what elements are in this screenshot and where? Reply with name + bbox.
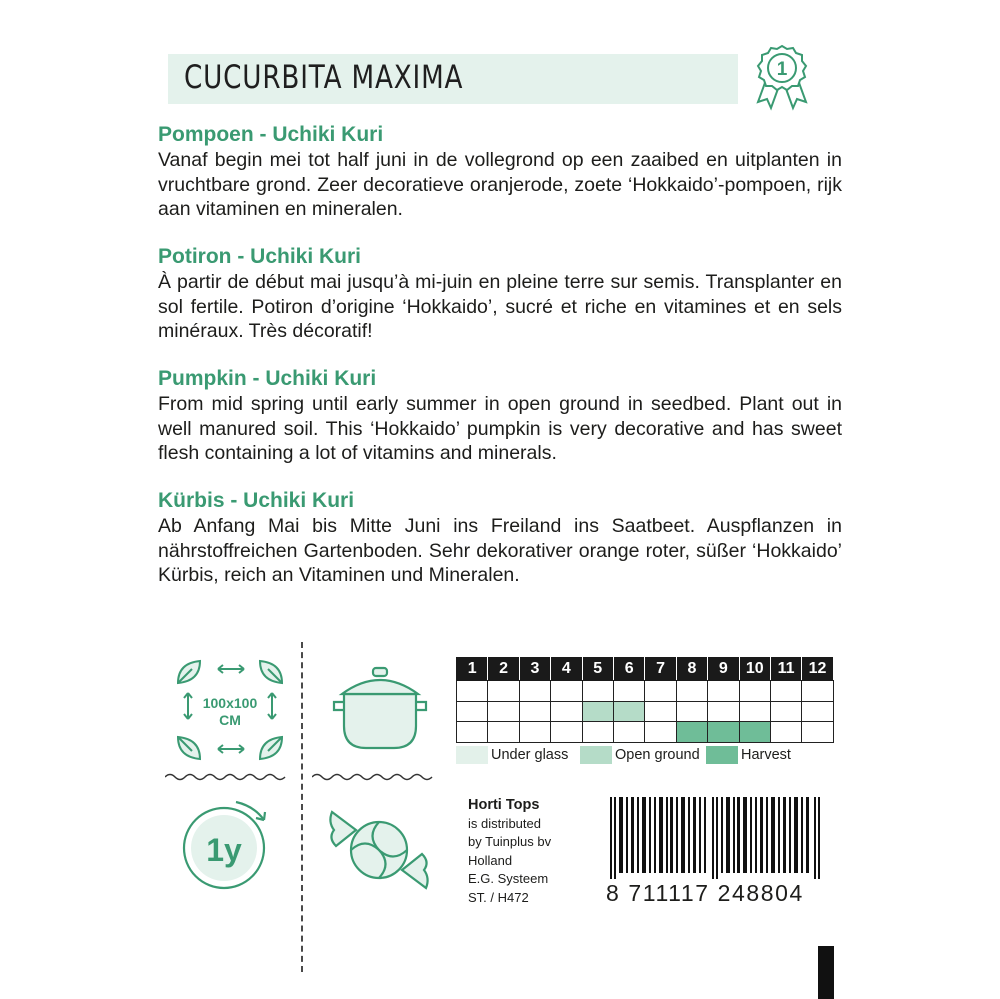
distributor-line: is distributed bbox=[468, 815, 541, 831]
sowing-calendar bbox=[456, 657, 834, 743]
open-ground-cell bbox=[613, 701, 644, 722]
section-text: Vanaf begin mei tot half juni in de vollegrond op een zaaibed en uitplanten in vruchtbare grond. Zeer decoratieve oranjerode, zoete ‘Hokkaido’-pompoen, rijk aan vitaminen en mineralen. bbox=[158, 149, 842, 220]
month-7: 7 bbox=[645, 658, 676, 681]
distributor-line: E.G. Systeem bbox=[468, 871, 549, 886]
section-german bbox=[158, 488, 842, 588]
wavy-divider bbox=[165, 772, 290, 782]
section-title: Potiron - Uchiki Kuri bbox=[158, 245, 362, 268]
row-harvest bbox=[457, 722, 834, 743]
spacing-unit: CM bbox=[219, 712, 241, 728]
section-text: From mid spring until early summer in open ground in seedbed. Plant out in well manured soil. This ‘Hokkaido’ pumpkin is very decorative and has sweet flesh containing a lot of vitamins and minerals. bbox=[158, 393, 842, 464]
award-ribbon-icon bbox=[752, 44, 812, 112]
sweet-candy-icon bbox=[326, 802, 432, 898]
badge-number: 1 bbox=[776, 59, 788, 80]
month-4: 4 bbox=[551, 658, 582, 681]
section-text: À partir de début mai jusqu’à mi-juin en pleine terre sur semis. Transplanter en sol fertile. Potiron d’origine ‘Hokkaido’, sucré et riche en vitamines et en sels minéraux. Très décoratif! bbox=[158, 271, 842, 342]
month-5: 5 bbox=[582, 658, 613, 681]
distributor-name: Horti Tops bbox=[468, 797, 540, 813]
row-open-ground bbox=[457, 701, 834, 722]
section-english bbox=[158, 366, 842, 466]
distributor-line: by Tuinplus bv bbox=[468, 834, 552, 849]
legend-label: Harvest bbox=[741, 747, 791, 763]
month-10: 10 bbox=[739, 658, 770, 681]
lifecycle-label: 1y bbox=[206, 832, 242, 868]
legend-label: Under glass bbox=[491, 747, 569, 763]
harvest-cell bbox=[708, 722, 739, 743]
cooking-pot-icon bbox=[330, 664, 430, 752]
legend-under-glass bbox=[456, 745, 568, 765]
month-3: 3 bbox=[519, 658, 550, 681]
barcode-number: 8 711117 248804 bbox=[606, 880, 804, 906]
month-2: 2 bbox=[488, 658, 519, 681]
harvest-cell bbox=[676, 722, 707, 743]
registration-mark bbox=[818, 946, 834, 999]
section-text: Ab Anfang Mai bis Mitte Juni ins Freiland ins Saatbeet. Auspflanzen in nährstoffreichen Gartenboden. Sehr dekorativer orange roter, süßer ‘Hokkaido’ Kürbis, reich an Vitaminen und Mineralen. bbox=[158, 515, 842, 586]
section-title: Pumpkin - Uchiki Kuri bbox=[158, 367, 377, 390]
vertical-divider bbox=[301, 642, 303, 972]
section-dutch bbox=[158, 122, 842, 222]
legend-label: Open ground bbox=[615, 747, 700, 763]
lifecycle-icon bbox=[176, 794, 276, 894]
plant-spacing-icon bbox=[172, 655, 288, 765]
section-title: Pompoen - Uchiki Kuri bbox=[158, 123, 384, 146]
row-under-glass bbox=[457, 681, 834, 702]
month-11: 11 bbox=[770, 658, 801, 681]
section-french bbox=[158, 244, 842, 344]
legend-harvest bbox=[706, 745, 791, 765]
open-ground-cell bbox=[582, 701, 613, 722]
legend-open-ground bbox=[580, 745, 700, 765]
legend-swatch bbox=[580, 746, 612, 764]
month-6: 6 bbox=[613, 658, 644, 681]
wavy-divider bbox=[312, 772, 437, 782]
barcode-icon bbox=[608, 797, 824, 879]
distributor-line: ST. / H472 bbox=[468, 889, 529, 905]
harvest-cell bbox=[739, 722, 770, 743]
month-8: 8 bbox=[676, 658, 707, 681]
spacing-value: 100x100 bbox=[202, 695, 258, 711]
species-title: CUCURBITA MAXIMA bbox=[184, 58, 464, 96]
month-9: 9 bbox=[708, 658, 739, 681]
month-12: 12 bbox=[802, 658, 833, 681]
distributor-info bbox=[468, 796, 551, 907]
legend-swatch bbox=[456, 746, 488, 764]
month-1: 1 bbox=[457, 658, 488, 681]
distributor-line: Holland bbox=[468, 852, 513, 868]
section-title: Kürbis - Uchiki Kuri bbox=[158, 489, 355, 512]
legend-swatch bbox=[706, 746, 738, 764]
